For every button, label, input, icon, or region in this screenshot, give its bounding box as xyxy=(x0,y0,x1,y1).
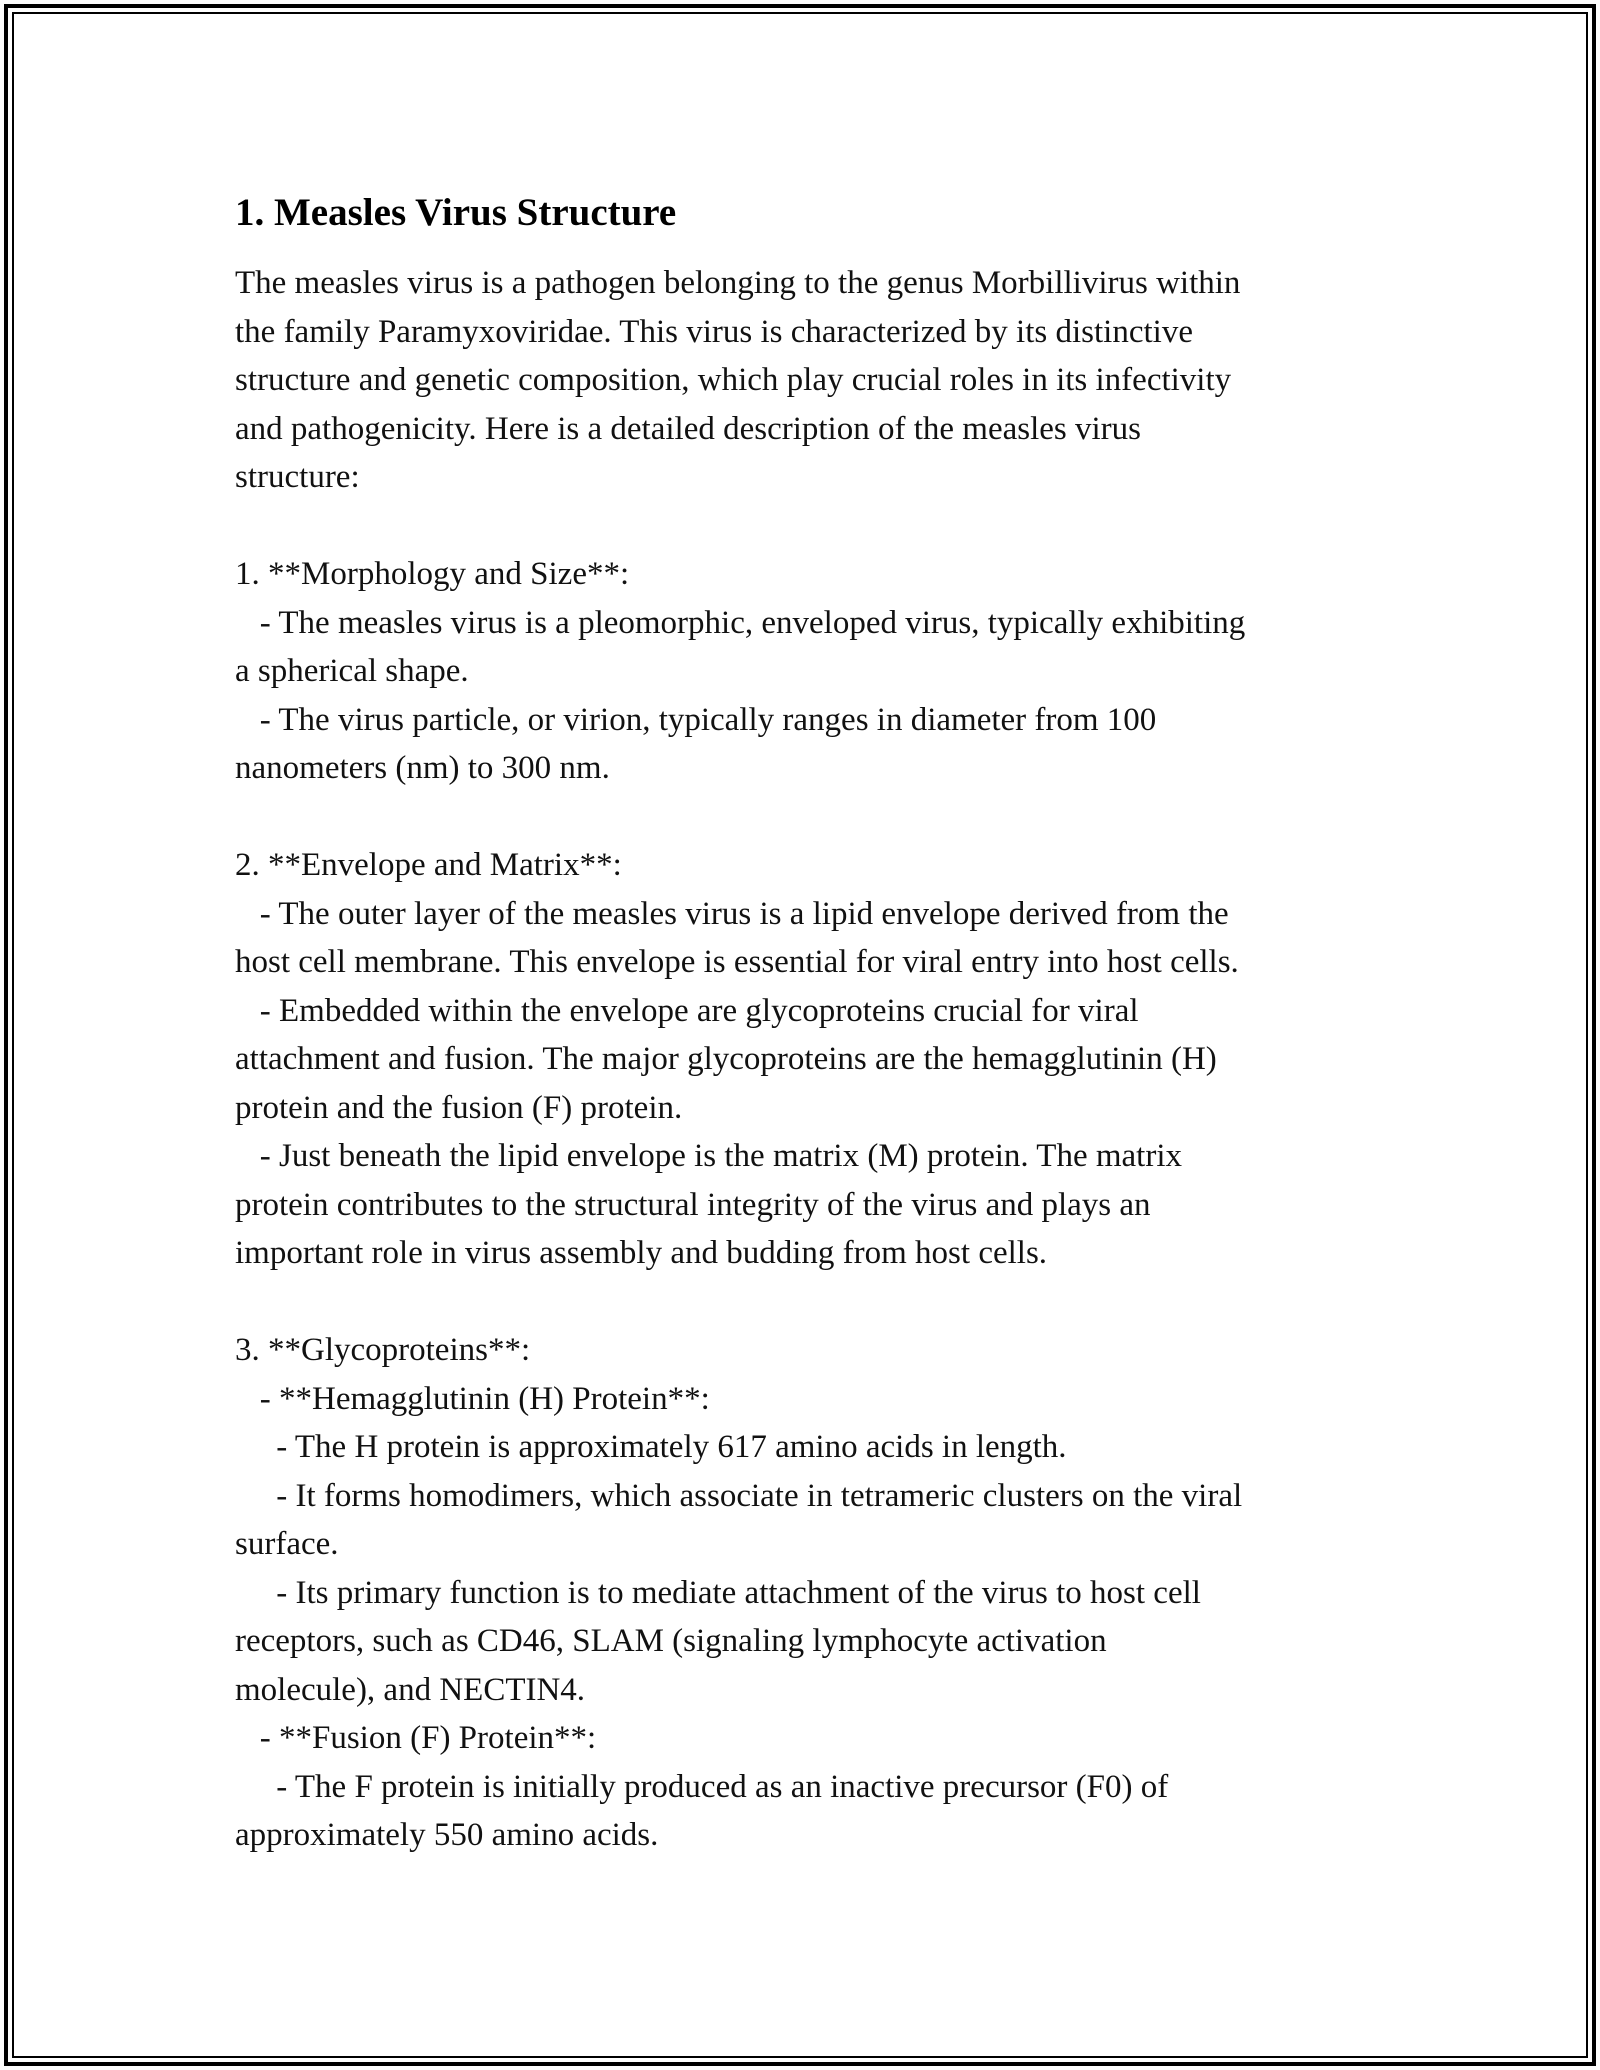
section-body-text: The measles virus is a pathogen belonging to the genus Morbillivirus within the family Paramyxoviridae. This virus is characterized by its distinctive structure and genetic composition, which play crucial roles in its infectivity and pathogenicity. Here is a detailed description of the measles virus structure: 1. **Morphology and Size**: - The measles virus is a pleomorphic, enveloped virus, typically exhibiting a spherical shape. - The virus particle, or virion, typically ranges in diameter from 100 nanometers (nm) to 300 nm. 2. **Envelope and Matrix**: - The outer layer of the measles virus is a lipid envelope derived from the host cell membrane. This envelope is essential for viral entry into host cells. - Embedded within the envelope are glycoproteins crucial for viral attachment and fusion. The major glycoproteins are the hemagglutinin (H) protein and the fusion (F) protein. - Just beneath the lipid envelope is the matrix (M) protein. The matrix protein contributes to the structural integrity of the virus and plays an important role in virus assembly and budding from host cells. 3. **Glycoproteins**: - **Hemagglutinin (H) Protein**: - The H protein is approximately 617 amino acids in length. - It forms homodimers, which associate in tetrameric clusters on the viral surface. - Its primary function is to mediate attachment of the virus to host cell receptors, such as CD46, SLAM (signaling lymphocyte activation molecule), and NECTIN4. - **Fusion (F) Protein**: - The F protein is initially produced as an inactive precursor (F0) of approximately 550 amino acids. xyxy=(235,265,1246,1853)
document-content xyxy=(235,185,1365,1860)
section-heading: 1. Measles Virus Structure xyxy=(235,191,677,234)
